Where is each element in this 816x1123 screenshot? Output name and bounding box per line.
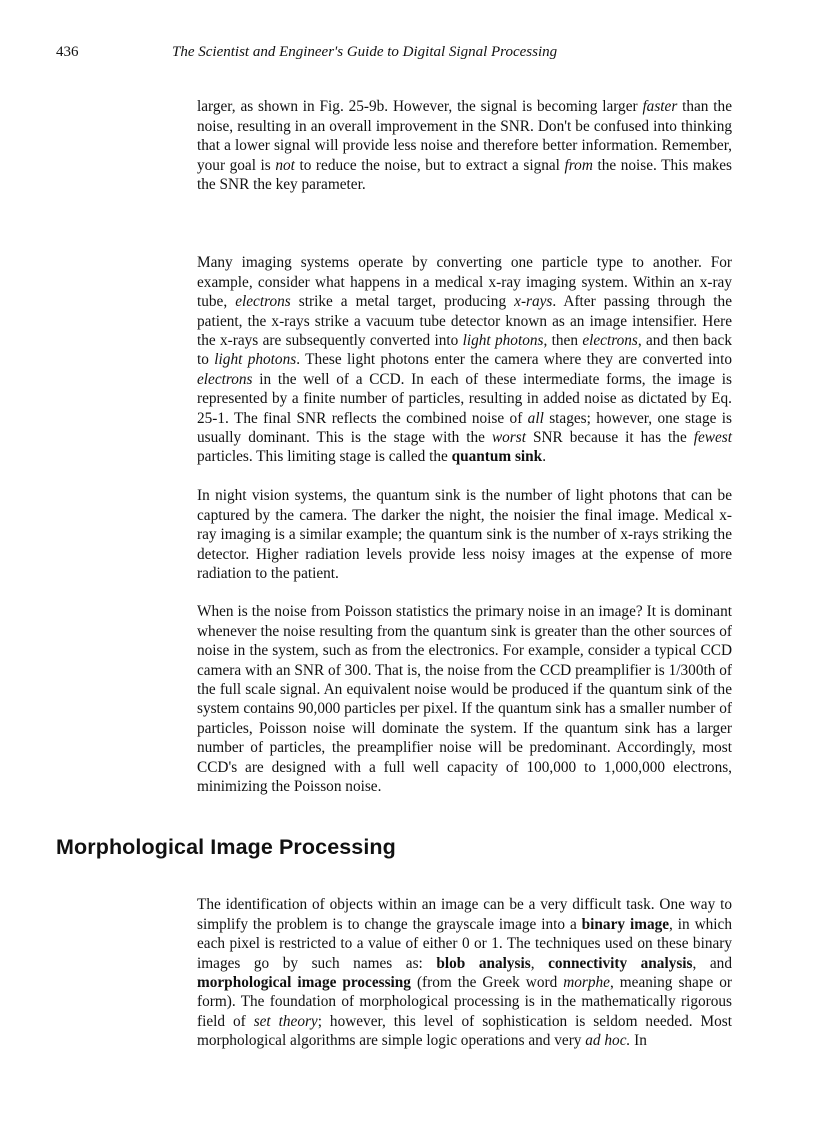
- paragraph-snr: larger, as shown in Fig. 25-9b. However, the signal is becoming larger faster than the noise, resulting in an overall improvement in the SNR. Don't be confused into thinking that a lower signal will provide less noise and therefore better information. Remember, your goal is not to reduce the noise, but to extract a signal from the noise. This makes the SNR the key parameter.: [197, 98, 732, 193]
- page-header: [56, 44, 756, 64]
- paragraph-morphological-intro: The identification of objects within an image can be a very difficult task. One way to simplify the problem is to change the grayscale image into a binary image, in which each pixel is restricted to a value of either 0 or 1. The techniques used on these binary images go by such names as: blob analysis, connectivity analysis, and morphological image processing (from the Greek word morphe, meaning shape or form). The foundation of morphological processing is in the mathematically rigorous field of set theory; however, this level of sophistication is seldom needed. Most morphological algorithms are simple logic operations and very ad hoc. In: [197, 896, 732, 1050]
- page-number: 436: [56, 44, 79, 60]
- paragraph-night-vision: In night vision systems, the quantum sink is the number of light photons that can be captured by the camera. The darker the night, the noisier the final image. Medical x-ray imaging is a similar example; the quantum sink is the number of x-rays striking the detector. Higher radiation levels provide less noisy images at the expense of more radiation to the patient.: [197, 487, 732, 582]
- paragraph-particle-conversion: Many imaging systems operate by converting one particle type to another. For example, consider what happens in a medical x-ray imaging system. Within an x-ray tube, electrons strike a metal target, producing x-rays. After passing through the patient, the x-rays strike a vacuum tube detector known as an image intensifier. Here the x-rays are subsequently converted into light photons, then electrons, and then back to light photons. These light photons enter the camera where they are converted into electrons in the well of a CCD. In each of these intermediate forms, the image is represented by a finite number of particles, resulting in added noise as dictated by Eq. 25-1. The final SNR reflects the combined noise of all stages; however, one stage is usually dominant. This is the stage with the worst SNR because it has the fewest particles. This limiting stage is called the quantum sink.: [197, 254, 732, 466]
- paragraph-poisson-noise: When is the noise from Poisson statistics the primary noise in an image? It is dominant whenever the noise resulting from the quantum sink is greater than the other sources of noise in the system, such as from the electronics. For example, consider a typical CCD camera with an SNR of 300. That is, the noise from the CCD preamplifier is 1/300th of the full scale signal. An equivalent noise would be produced if the quantum sink of the system contains 90,000 particles per pixel. If the quantum sink has a smaller number of particles, Poisson noise will dominate the system. If the quantum sink has a larger number of particles, the preamplifier noise will be predominant. Accordingly, most CCD's are designed with a full well capacity of 100,000 to 1,000,000 electrons, minimizing the Poisson noise.: [197, 603, 732, 795]
- running-title: The Scientist and Engineer's Guide to Digital Signal Processing: [172, 44, 558, 60]
- section-heading: Morphological Image Processing: [56, 835, 396, 859]
